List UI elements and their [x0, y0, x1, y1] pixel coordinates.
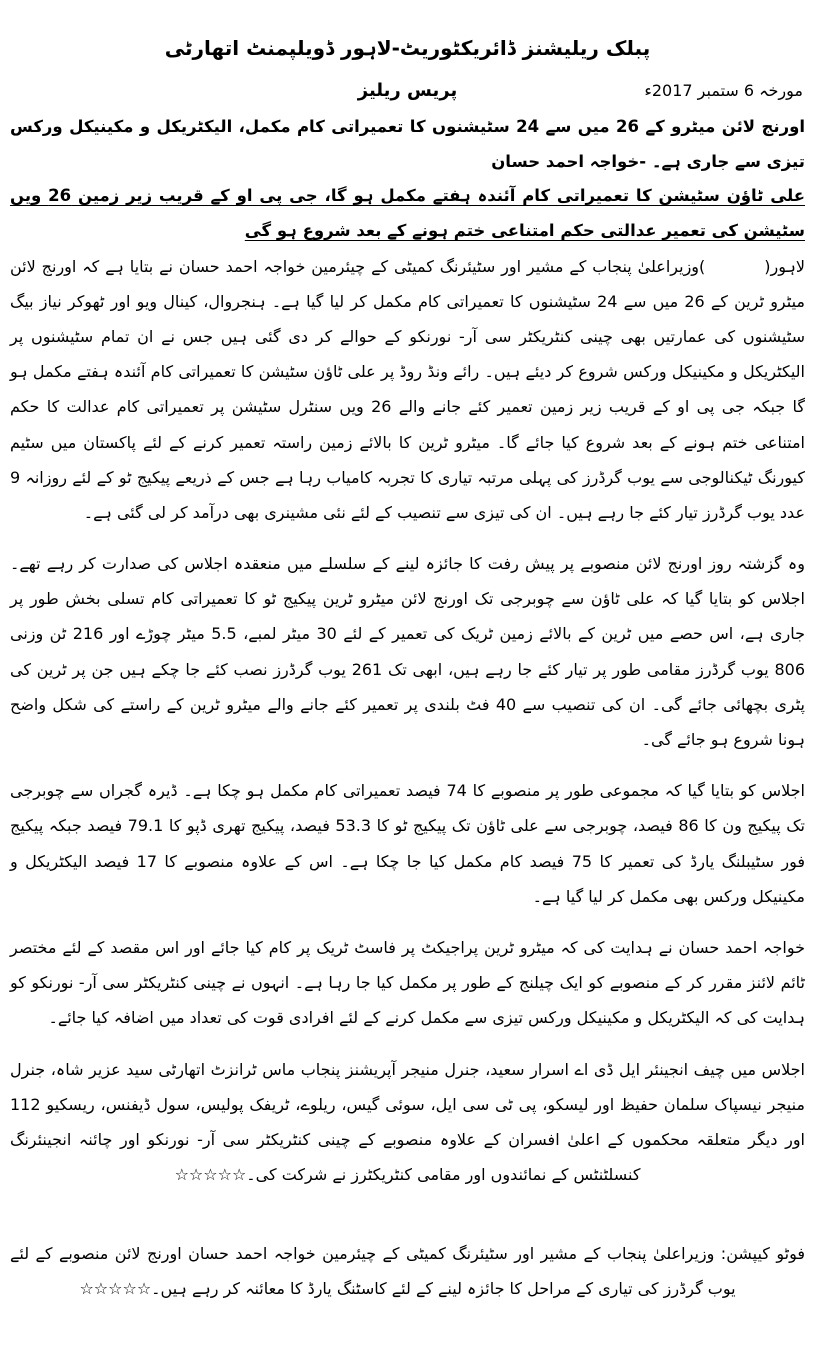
date-row	[10, 74, 805, 108]
body-paragraph-5-attendees: اجلاس میں چیف انجینئر ایل ڈی اے اسرار سعید، جنرل منیجر آپریشنز پنجاب ماس ٹرانزٹ اتھارٹی سید عزیر شاہ، جنرل منیجر نیسپاک سلمان حفیظ اور لیسکو، پی ٹی سی ایل، سوئی گیس، ریلوے، ٹریفک پولیس، سول ڈیفنس، ریسکیو 112 اور دیگر متعلقہ محکموں کے اعلیٰ افسران کے علاوہ منصوبے کے چینی کنٹریکٹر سی آر- نورنکو اور چائنہ انجینئرنگ کنسلٹنٹس کے نمائندوں اور مقامی کنٹریکٹرز نے شرکت کی۔☆☆☆☆☆	[10, 1059, 805, 1185]
body-paragraph-3: اجلاس کو بتایا گیا کہ مجموعی طور پر منصوبے کا 74 فیصد تعمیراتی کام مکمل ہو چکا ہے۔ ڈیرہ گجراں سے چوبرجی تک پیکیج ون کا 86 فیصد، چوبرجی سے علی ٹاؤن تک پیکیج ٹو کا 53.3 فیصد، پیکیج تھری ڈپو کا 79.1 فیصد جبکہ پیکیج فور سٹیبلنگ یارڈ کی تعمیر کا 75 فیصد کام مکمل کیا جا چکا ہے۔ اس کے علاوہ منصوبے کا 17 فیصد الیکٹریکل و مکینیکل ورکس بھی مکمل کر لیا گیا ہے۔	[10, 781, 806, 906]
headline-line2: علی ٹاؤن سٹیشن کا تعمیراتی کام آئندہ ہفتے مکمل ہو گا، جی پی او کے قریب زیر زمین 26 ویں سٹیشن کی تعمیر عدالتی حکم امتناعی ختم ہونے کے بعد شروع ہو گی	[10, 186, 806, 240]
document-date: مورخہ 6 ستمبر 2017ء	[644, 81, 803, 100]
body-paragraph-2: وہ گزشتہ روز اورنج لائن منصوبے پر پیش رفت کا جائزہ لینے کے سلسلے میں منعقدہ اجلاس کی صدارت کر رہے تھے۔ اجلاس کو بتایا گیا کہ علی ٹاؤن سے چوبرجی تک اورنج لائن میٹرو ٹرین پیکیج ٹو کا تعمیراتی کام تسلی بخش طور پر جاری ہے، اس حصے میں ٹرین کے بالائے زمین ٹریک کی تعمیر کے لئے 30 میٹر لمبے، 5.5 میٹر چوڑے اور 216 ٹن وزنی 806 یوب گرڈرز مقامی طور پر تیار کئے جا رہے ہیں، ابھی تک 261 یوب گرڈرز نصب کئے جا چکے ہیں جن پر ٹرین کی پٹری بچھائی جائے گی۔ ان کی تنصیب سے 40 فٹ بلندی پر تعمیر کئے جانے والے میٹرو ٹرین کے راستے کی شکل واضح ہونا شروع ہو جائے گی۔	[10, 554, 806, 749]
body-paragraph-1: لاہور( )وزیراعلیٰ پنجاب کے مشیر اور سٹیئرنگ کمیٹی کے چیئرمین خواجہ احمد حسان نے بتایا ہے کہ اورنج لائن میٹرو ٹرین کے 26 میں سے 24 سٹیشنوں کا تعمیراتی کام مکمل کر لیا گیا ہے۔ ہنجروال، کینال ویو اور ٹھوکر نیاز بیگ سٹیشنوں کی عمارتیں بھی چینی کنٹریکٹر سی آر- نورنکو کے حوالے کر دی گئی ہیں جس نے ان تمام سٹیشنوں پر الیکٹریکل و مکینیکل ورکس شروع کر دیئے ہیں۔ رائے ونڈ روڈ پر علی ٹاؤن سٹیشن کا تعمیراتی کام آئندہ ہفتے مکمل ہو گا جبکہ جی پی او کے قریب زیر زمین تعمیر کئے جانے والے 26 ویں سنٹرل سٹیشن پر تعمیراتی کام عدالت کا حکم امتناعی ختم ہونے کے بعد شروع کیا جائے گا۔ میٹرو ٹرین کا بالائے زمین راستہ تعمیر کرنے کے لئے پاکستان میں سٹیم کیورنگ ٹیکنالوجی سے یوب گرڈرز کی پہلی مرتبہ تیاری کا تجربہ کامیاب رہا ہے جس کے ذریعے پیکیج ٹو کے لئے روزانہ 9 عدد یوب گرڈرز تیار کئے جا رہے ہیں۔ ان کی تیزی سے تنصیب کے لئے نئی مشینری بھی درآمد کر لی گئی ہے۔	[10, 256, 806, 522]
page-title: پبلک ریلیشنز ڈائریکٹوریٹ-لاہور ڈویلپمنٹ اتھارٹی	[164, 36, 651, 60]
headline-line1: اورنج لائن میٹرو کے 26 میں سے 24 سٹیشنوں کا تعمیراتی کام مکمل، الیکٹریکل و مکینیکل ورکس تیزی سے جاری ہے۔ -خواجہ احمد حسان	[10, 117, 805, 171]
body-paragraph-4: خواجہ احمد حسان نے ہدایت کی کہ میٹرو ٹرین پراجیکٹ پر فاسٹ ٹریک پر کام کیا جائے اور اس مقصد کے لئے مختصر ٹائم لائنز مقرر کر کے منصوبے کو ایک چیلنج کے طور پر مکمل کیا جا رہا ہے۔ انہوں نے چینی کنٹریکٹر سی آر- نورنکو کو ہدایت کی کہ الیکٹریکل و مکینیکل ورکس تیزی سے مکمل کرنے کے لئے افرادی قوت کی تعداد میں اضافہ کیا جائے۔	[10, 937, 805, 1028]
photo-caption: فوٹو کیپشن: وزیراعلیٰ پنجاب کے مشیر اور سٹیئرنگ کمیٹی کے چیئرمین خواجہ احمد حسان اورنج لائن منصوبے کے لئے یوب گرڈرز کی تیاری کے مراحل کا جائزہ لینے کے لئے کاسٹنگ یارڈ کا معائنہ کر رہے ہیں۔☆☆☆☆☆	[10, 1244, 805, 1299]
press-release-label: پریس ریلیز	[357, 80, 458, 101]
